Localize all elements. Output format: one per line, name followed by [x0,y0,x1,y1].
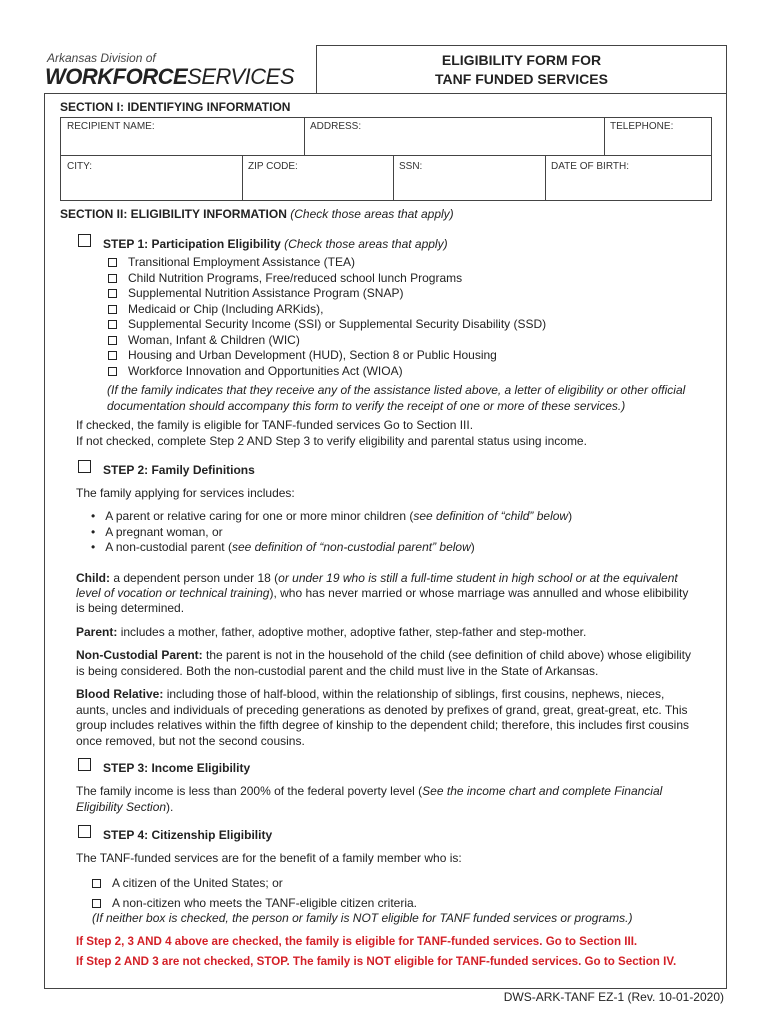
ssn-label: SSN: [399,161,423,172]
section2-heading [60,207,454,221]
blood-line3: group includes relatives within the fifth degree of kinship to the dependent child; therefore, this includes first cousins [76,718,690,732]
option-label: Medicaid or Chip (Including ARKids), [128,301,324,316]
dob-label: DATE OF BIRTH: [551,161,629,172]
blood-line2: aunts, uncles and individuals of preceding generations as denoted by prefixes of grand, great, great-great, etc. This [76,703,688,717]
step1-title-text: STEP 1: Participation Eligibility [103,237,281,251]
section1-heading: SECTION I: IDENTIFYING INFORMATION [60,100,291,114]
bullet1-text: A parent or relative caring for one or more minor children ( [105,509,414,523]
step1-checked-text: If checked, the family is eligible for TANF-funded services Go to Section III. [76,418,474,432]
address-label: ADDRESS: [310,121,362,132]
step1-option[interactable] [108,286,546,302]
city-label: CITY: [67,161,93,172]
noncitizen-checkbox[interactable] [92,899,101,908]
option-label: Child Nutrition Programs, Free/reduced school lunch Programs [128,270,463,285]
option-checkbox[interactable] [108,320,117,329]
child-definition [76,571,716,587]
option-label: Workforce Innovation and Opportunities Act (WIOA) [128,363,403,378]
step1-checkbox[interactable] [78,234,91,247]
step2-bullet1: • A parent or relative caring for one or more minor children (see definition of “child” below) [91,509,573,523]
blood-line4: once removed, but not the second cousins. [76,734,305,748]
child-definition-line2 [76,586,688,602]
zip-label: ZIP CODE: [248,161,298,172]
option-label: Housing and Urban Development (HUD), Section 8 or Public Housing [128,348,497,362]
parent-text: includes a mother, father, adoptive mother, adoptive father, step-father and step-mother. [120,625,587,639]
address-field[interactable] [304,118,604,155]
step2-bullet3: • A non-custodial parent (see definition of “non-custodial parent” below) [91,540,475,554]
step3-line1 [76,784,662,800]
noncustodial-line1: the parent is not in the household of the child (see definition of child above) whose eligibility [206,648,691,662]
step1-option[interactable] [108,255,546,271]
option-checkbox[interactable] [108,351,117,360]
step1-option[interactable] [108,333,546,349]
step1-option[interactable] [108,317,546,333]
step2-title: STEP 2: Family Definitions [103,463,255,477]
dob-field[interactable] [545,155,711,200]
eligible-instruction: If Step 2, 3 AND 4 above are checked, the family is eligible for TANF-funded services. Go to Section III. [76,935,638,948]
form-title-line1: ELIGIBILITY FORM FOR [441,52,602,68]
step1-italic-note-2: documentation should accompany this form to verify the receipt of one or more of these services.) [107,399,626,413]
option-checkbox[interactable] [108,305,117,314]
option-label: Supplemental Nutrition Assistance Program (SNAP) [128,286,404,300]
option-label: Supplemental Security Income (SSI) or Supplemental Security Disability (SSD) [128,317,547,331]
noncitizen-label: A non-citizen who meets the TANF-eligible citizen criteria. [112,896,418,910]
form-title-box [316,45,727,94]
agency-logo-bold: WORKFORCE [45,64,188,89]
child-pre: a dependent person under 18 ( [113,571,279,585]
child-italic-1: or under 19 who is still a full-time student in high school or at the equivalent [278,571,678,585]
step1-option[interactable] [108,364,546,380]
child-post: ), who has never married or whose marriage was annulled and whose elibibility [269,586,689,600]
noncustodial-label: Non-Custodial Parent: [76,648,203,662]
child-italic-2: level of vocation or technical training [76,586,270,600]
child-label: Child: [76,571,110,585]
option-checkbox[interactable] [108,289,117,298]
citizen-label: A citizen of the United States; or [112,876,283,890]
step3-line1-italic: See the income chart and complete Financial [422,784,663,798]
form-title-line2: TANF FUNDED SERVICES [435,71,608,87]
step4-option-noncitizen[interactable] [92,896,417,912]
step1-note: (Check those areas that apply) [284,237,448,251]
option-checkbox[interactable] [108,258,117,267]
blood-line1: including those of half-blood, within the relationship of siblings, first cousins, nephews, nieces, [166,687,665,701]
section2-heading-text: SECTION II: ELIGIBILITY INFORMATION [60,207,287,221]
noncustodial-line2: is being considered. Both the non-custodial parent and the child must live in the State of Arkansas. [76,664,599,678]
step3-checkbox[interactable] [78,758,91,771]
step3-line2-italic: Eligibility Section [76,800,167,814]
bullet2-text: A pregnant woman, or [105,525,223,539]
zip-field[interactable] [242,155,393,200]
form-id: DWS-ARK-TANF EZ-1 (Rev. 10-01-2020) [503,990,724,1004]
step4-checkbox[interactable] [78,825,91,838]
step1-not-checked-text: If not checked, complete Step 2 AND Step 3 to verify eligibility and parental status using income. [76,434,587,448]
step2-intro: The family applying for services includes: [76,486,295,500]
ssn-field[interactable] [393,155,545,200]
step2-checkbox[interactable] [78,460,91,473]
agency-logo [45,64,294,90]
identifying-info-grid [60,117,712,201]
step4-intro: The TANF-funded services are for the benefit of a family member who is: [76,851,462,865]
step4-option-citizen[interactable] [92,876,283,892]
citizen-checkbox[interactable] [92,879,101,888]
option-checkbox[interactable] [108,274,117,283]
step4-note: (If neither box is checked, the person or family is NOT eligible for TANF funded services or programs.) [92,911,633,925]
telephone-field[interactable] [604,118,711,155]
agency-subtitle: Arkansas Division of [47,51,156,65]
option-label: Transitional Employment Assistance (TEA) [128,255,355,269]
step1-italic-note-1: (If the family indicates that they receive any of the assistance listed above, a letter of eligibility or other official [107,383,686,397]
bullet3-italic: see definition of “non-custodial parent” below [231,540,471,554]
step1-options [108,255,546,379]
bullet3-text: A non-custodial parent ( [105,540,232,554]
step1-title [103,237,448,251]
option-label: Woman, Infant & Children (WIC) [128,332,300,347]
not-eligible-instruction: If Step 2 AND 3 are not checked, STOP. The family is NOT eligible for TANF-funded services. Go to Section IV. [76,955,677,968]
step1-option[interactable] [108,271,546,287]
parent-definition [76,625,586,641]
step1-option[interactable] [108,348,546,364]
step4-title: STEP 4: Citizenship Eligibility [103,828,273,842]
city-field[interactable] [61,155,242,200]
parent-label: Parent: [76,625,118,639]
step3-line2-end: ). [166,800,174,814]
step2-bullet2: • A pregnant woman, or [91,525,223,539]
option-checkbox[interactable] [108,367,117,376]
step1-option[interactable] [108,302,546,318]
option-checkbox[interactable] [108,336,117,345]
telephone-label: TELEPHONE: [610,121,674,132]
blood-label: Blood Relative: [76,687,164,701]
recipient-name-label: RECIPIENT NAME: [67,121,155,132]
child-definition-line3: is being determined. [76,601,185,615]
step3-line2 [76,800,173,816]
noncustodial-definition [76,648,691,664]
agency-logo-rest: SERVICES [187,64,295,89]
section2-heading-note: (Check those areas that apply) [290,207,454,221]
bullet1-italic: see definition of “child” below [413,509,569,523]
recipient-name-field[interactable] [61,118,304,155]
step3-title: STEP 3: Income Eligibility [103,761,251,775]
blood-relative-definition [76,687,664,703]
step3-line1-text: The family income is less than 200% of the federal poverty level ( [76,784,423,798]
